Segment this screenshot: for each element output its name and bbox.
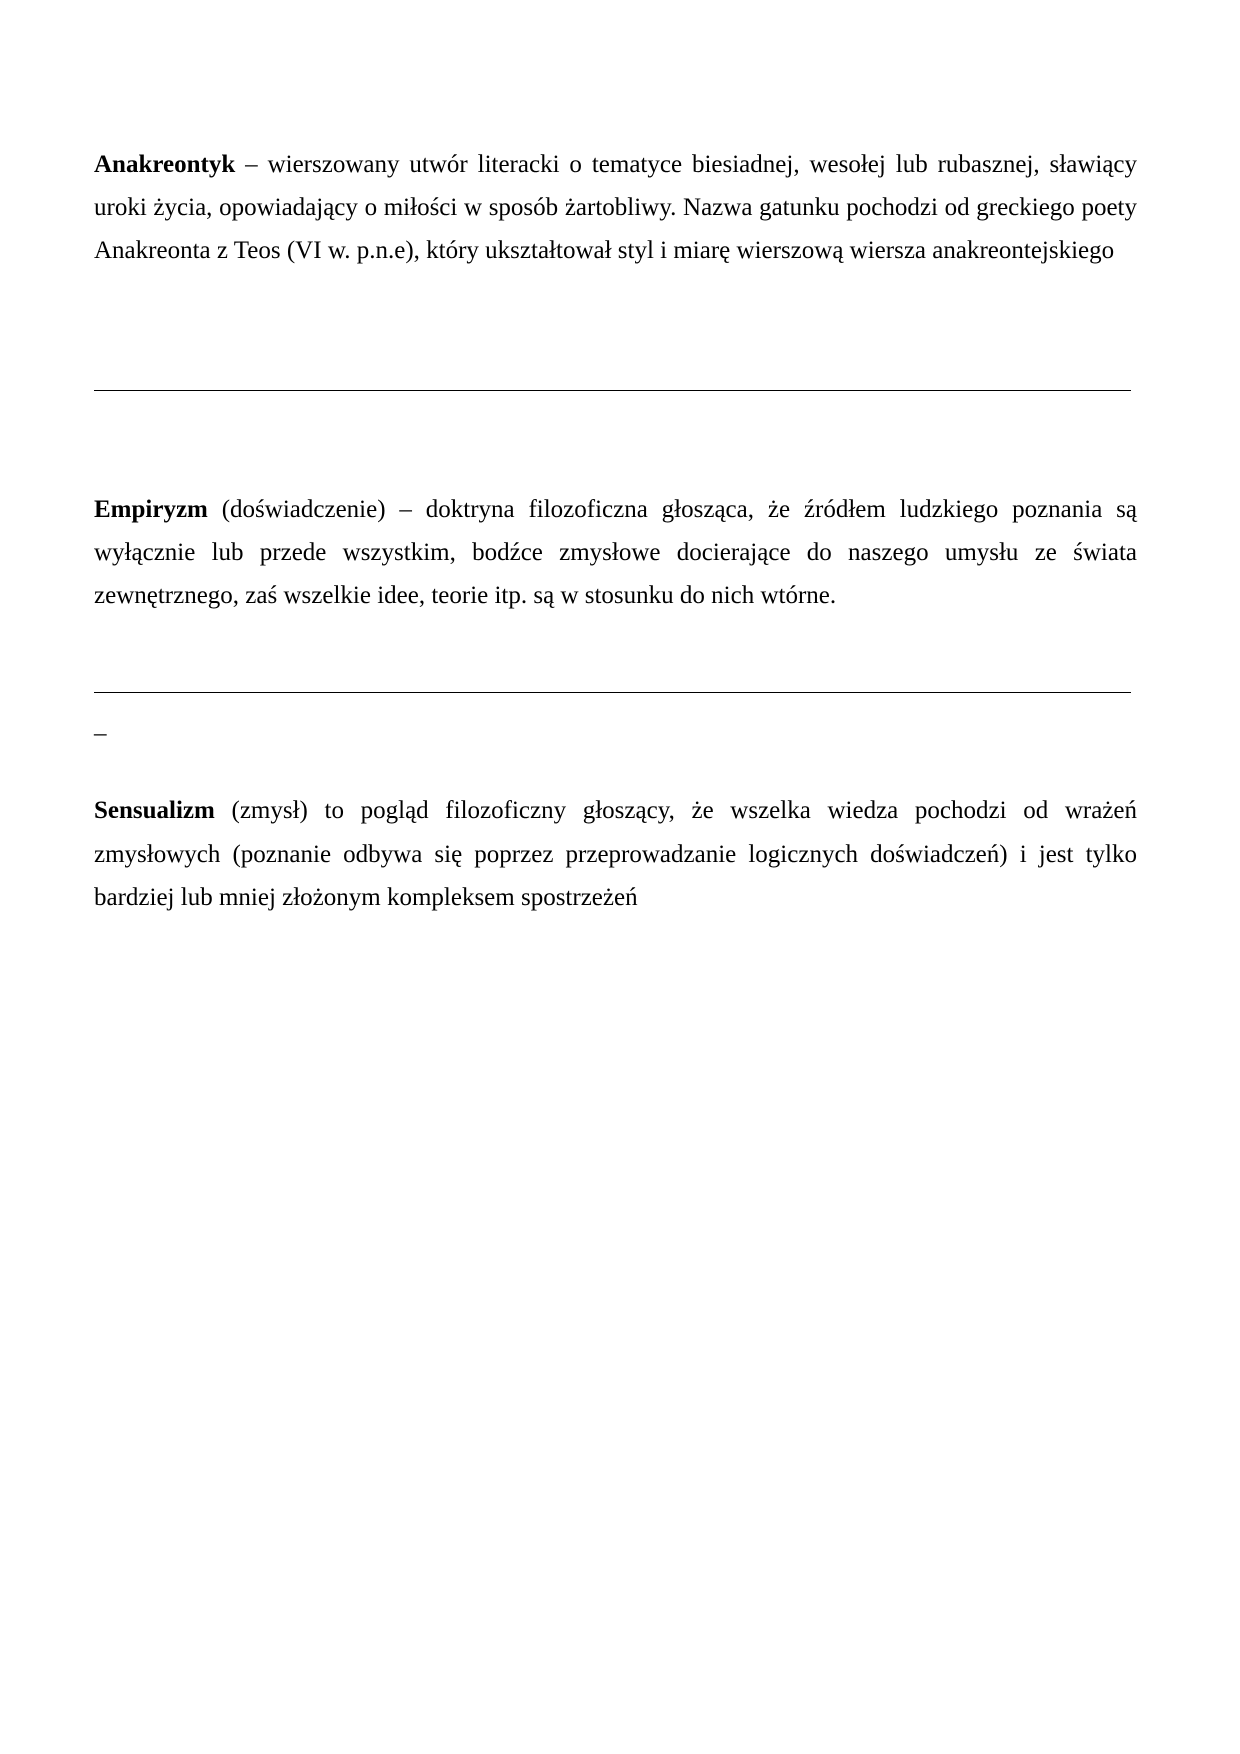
divider bbox=[94, 358, 1137, 401]
term-anakreontyk: Anakreontyk bbox=[94, 151, 236, 178]
document-body bbox=[94, 143, 1137, 919]
divider-line bbox=[94, 692, 1131, 693]
definition-paragraph-empiryzm bbox=[94, 488, 1137, 617]
paragraph-line-text: (doświadczenie) – doktryna filozoficzna głosząca, że źródłem ludzkiego poznania są bbox=[221, 495, 1137, 523]
paragraph-line bbox=[94, 789, 1137, 832]
definition-paragraph-anakreontyk bbox=[94, 143, 1137, 272]
paragraph-line bbox=[94, 488, 1137, 531]
stray-underscore: _ bbox=[94, 711, 107, 739]
divider-line bbox=[94, 390, 1131, 391]
paragraph-line: zewnętrznego, zaś wszelkie idee, teorie itp. są w stosunku do nich wtórne. bbox=[94, 581, 837, 609]
paragraph-line: wyłącznie lub przede wszystkim, bodźce zmysłowe docierające do naszego umysłu ze świata bbox=[94, 538, 1137, 566]
paragraph-line: uroki życia, opowiadający o miłości w sposób żartobliwy. Nazwa gatunku pochodzi od greckiego poety bbox=[94, 194, 1137, 222]
divider bbox=[94, 660, 1137, 703]
term-sensualizm: Sensualizm bbox=[94, 797, 215, 825]
definition-paragraph-sensualizm bbox=[94, 789, 1137, 918]
paragraph-line: bardziej lub mniej złożonym kompleksem spostrzeżeń bbox=[94, 883, 638, 911]
paragraph-line-text: – wierszowany utwór literacki o tematyce biesiadnej, wesołej lub rubasznej, sławiący bbox=[245, 151, 1138, 178]
term-empiryzm: Empiryzm bbox=[94, 495, 208, 523]
paragraph-line-text: (zmysł) to pogląd filozoficzny głoszący, że wszelka wiedza pochodzi od wrażeń bbox=[231, 797, 1138, 825]
paragraph-line: Anakreonta z Teos (VI w. p.n.e), który ukształtował styl i miarę wierszową wiersza anakreontejskiego bbox=[94, 237, 1115, 265]
paragraph-line: zmysłowych (poznanie odbywa się poprzez przeprowadzanie logicznych doświadczeń) i jest tylko bbox=[94, 840, 1137, 868]
paragraph-line bbox=[94, 143, 1137, 186]
